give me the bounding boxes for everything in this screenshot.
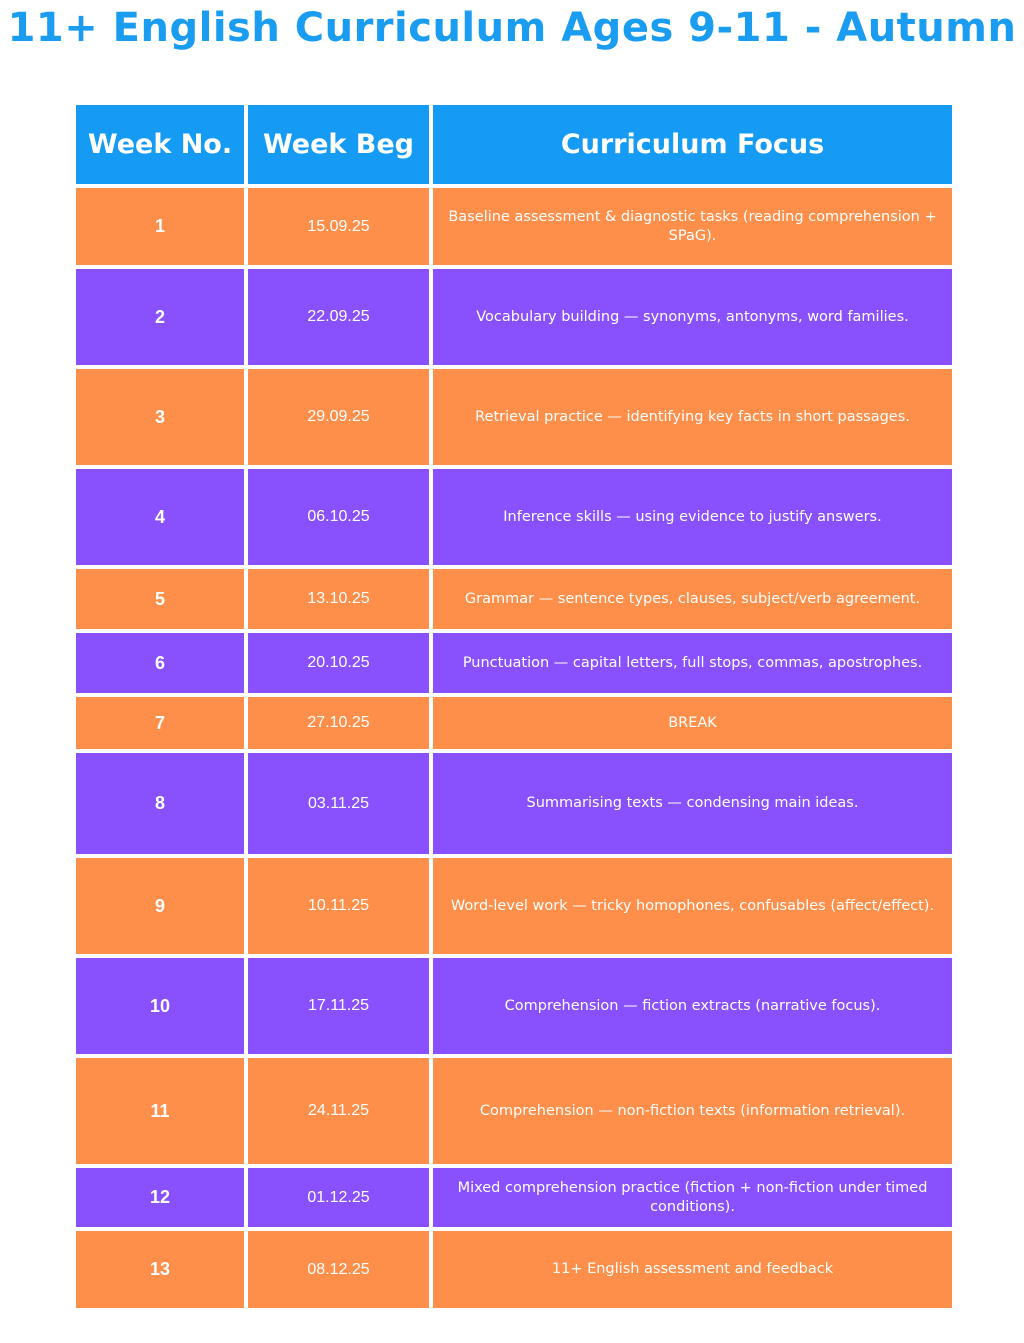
week-beginning-cell: 20.10.25	[248, 633, 429, 693]
curriculum-focus-cell: Comprehension — non-fiction texts (information retrieval).	[433, 1058, 952, 1164]
week-beginning-cell: 22.09.25	[248, 269, 429, 365]
curriculum-focus-cell: Word-level work — tricky homophones, confusables (affect/effect).	[433, 858, 952, 954]
curriculum-focus-cell: Mixed comprehension practice (fiction + non-fiction under timed conditions).	[433, 1168, 952, 1227]
curriculum-table	[76, 105, 952, 1308]
week-number-cell: 3	[76, 369, 244, 465]
week-beginning-cell: 15.09.25	[248, 188, 429, 265]
curriculum-focus-cell: Grammar — sentence types, clauses, subject/verb agreement.	[433, 569, 952, 629]
week-number-cell: 13	[76, 1231, 244, 1308]
week-beginning-cell: 27.10.25	[248, 697, 429, 749]
week-beginning-cell: 13.10.25	[248, 569, 429, 629]
page-title: 11+ English Curriculum Ages 9-11 - Autumn	[7, 5, 1017, 51]
week-number-cell: 9	[76, 858, 244, 954]
curriculum-focus-cell: Retrieval practice — identifying key facts in short passages.	[433, 369, 952, 465]
week-beginning-cell: 10.11.25	[248, 858, 429, 954]
week-beginning-cell: 08.12.25	[248, 1231, 429, 1308]
week-number-cell: 4	[76, 469, 244, 565]
week-beginning-cell: 03.11.25	[248, 753, 429, 854]
curriculum-focus-cell: Punctuation — capital letters, full stops, commas, apostrophes.	[433, 633, 952, 693]
header-week-no: Week No.	[76, 105, 244, 184]
curriculum-focus-cell: Vocabulary building — synonyms, antonyms, word families.	[433, 269, 952, 365]
week-beginning-cell: 17.11.25	[248, 958, 429, 1054]
curriculum-focus-cell: 11+ English assessment and feedback	[433, 1231, 952, 1308]
week-number-cell: 10	[76, 958, 244, 1054]
week-beginning-cell: 01.12.25	[248, 1168, 429, 1227]
curriculum-focus-cell: BREAK	[433, 697, 952, 749]
curriculum-focus-cell: Comprehension — fiction extracts (narrative focus).	[433, 958, 952, 1054]
curriculum-focus-cell: Baseline assessment & diagnostic tasks (reading comprehension + SPaG).	[433, 188, 952, 265]
week-beginning-cell: 06.10.25	[248, 469, 429, 565]
week-beginning-cell: 29.09.25	[248, 369, 429, 465]
week-number-cell: 12	[76, 1168, 244, 1227]
header-week-beg: Week Beg	[248, 105, 429, 184]
week-number-cell: 6	[76, 633, 244, 693]
week-number-cell: 5	[76, 569, 244, 629]
header-curriculum-focus: Curriculum Focus	[433, 105, 952, 184]
week-number-cell: 2	[76, 269, 244, 365]
week-number-cell: 7	[76, 697, 244, 749]
week-number-cell: 8	[76, 753, 244, 854]
curriculum-focus-cell: Inference skills — using evidence to justify answers.	[433, 469, 952, 565]
week-number-cell: 1	[76, 188, 244, 265]
curriculum-focus-cell: Summarising texts — condensing main ideas.	[433, 753, 952, 854]
week-number-cell: 11	[76, 1058, 244, 1164]
week-beginning-cell: 24.11.25	[248, 1058, 429, 1164]
